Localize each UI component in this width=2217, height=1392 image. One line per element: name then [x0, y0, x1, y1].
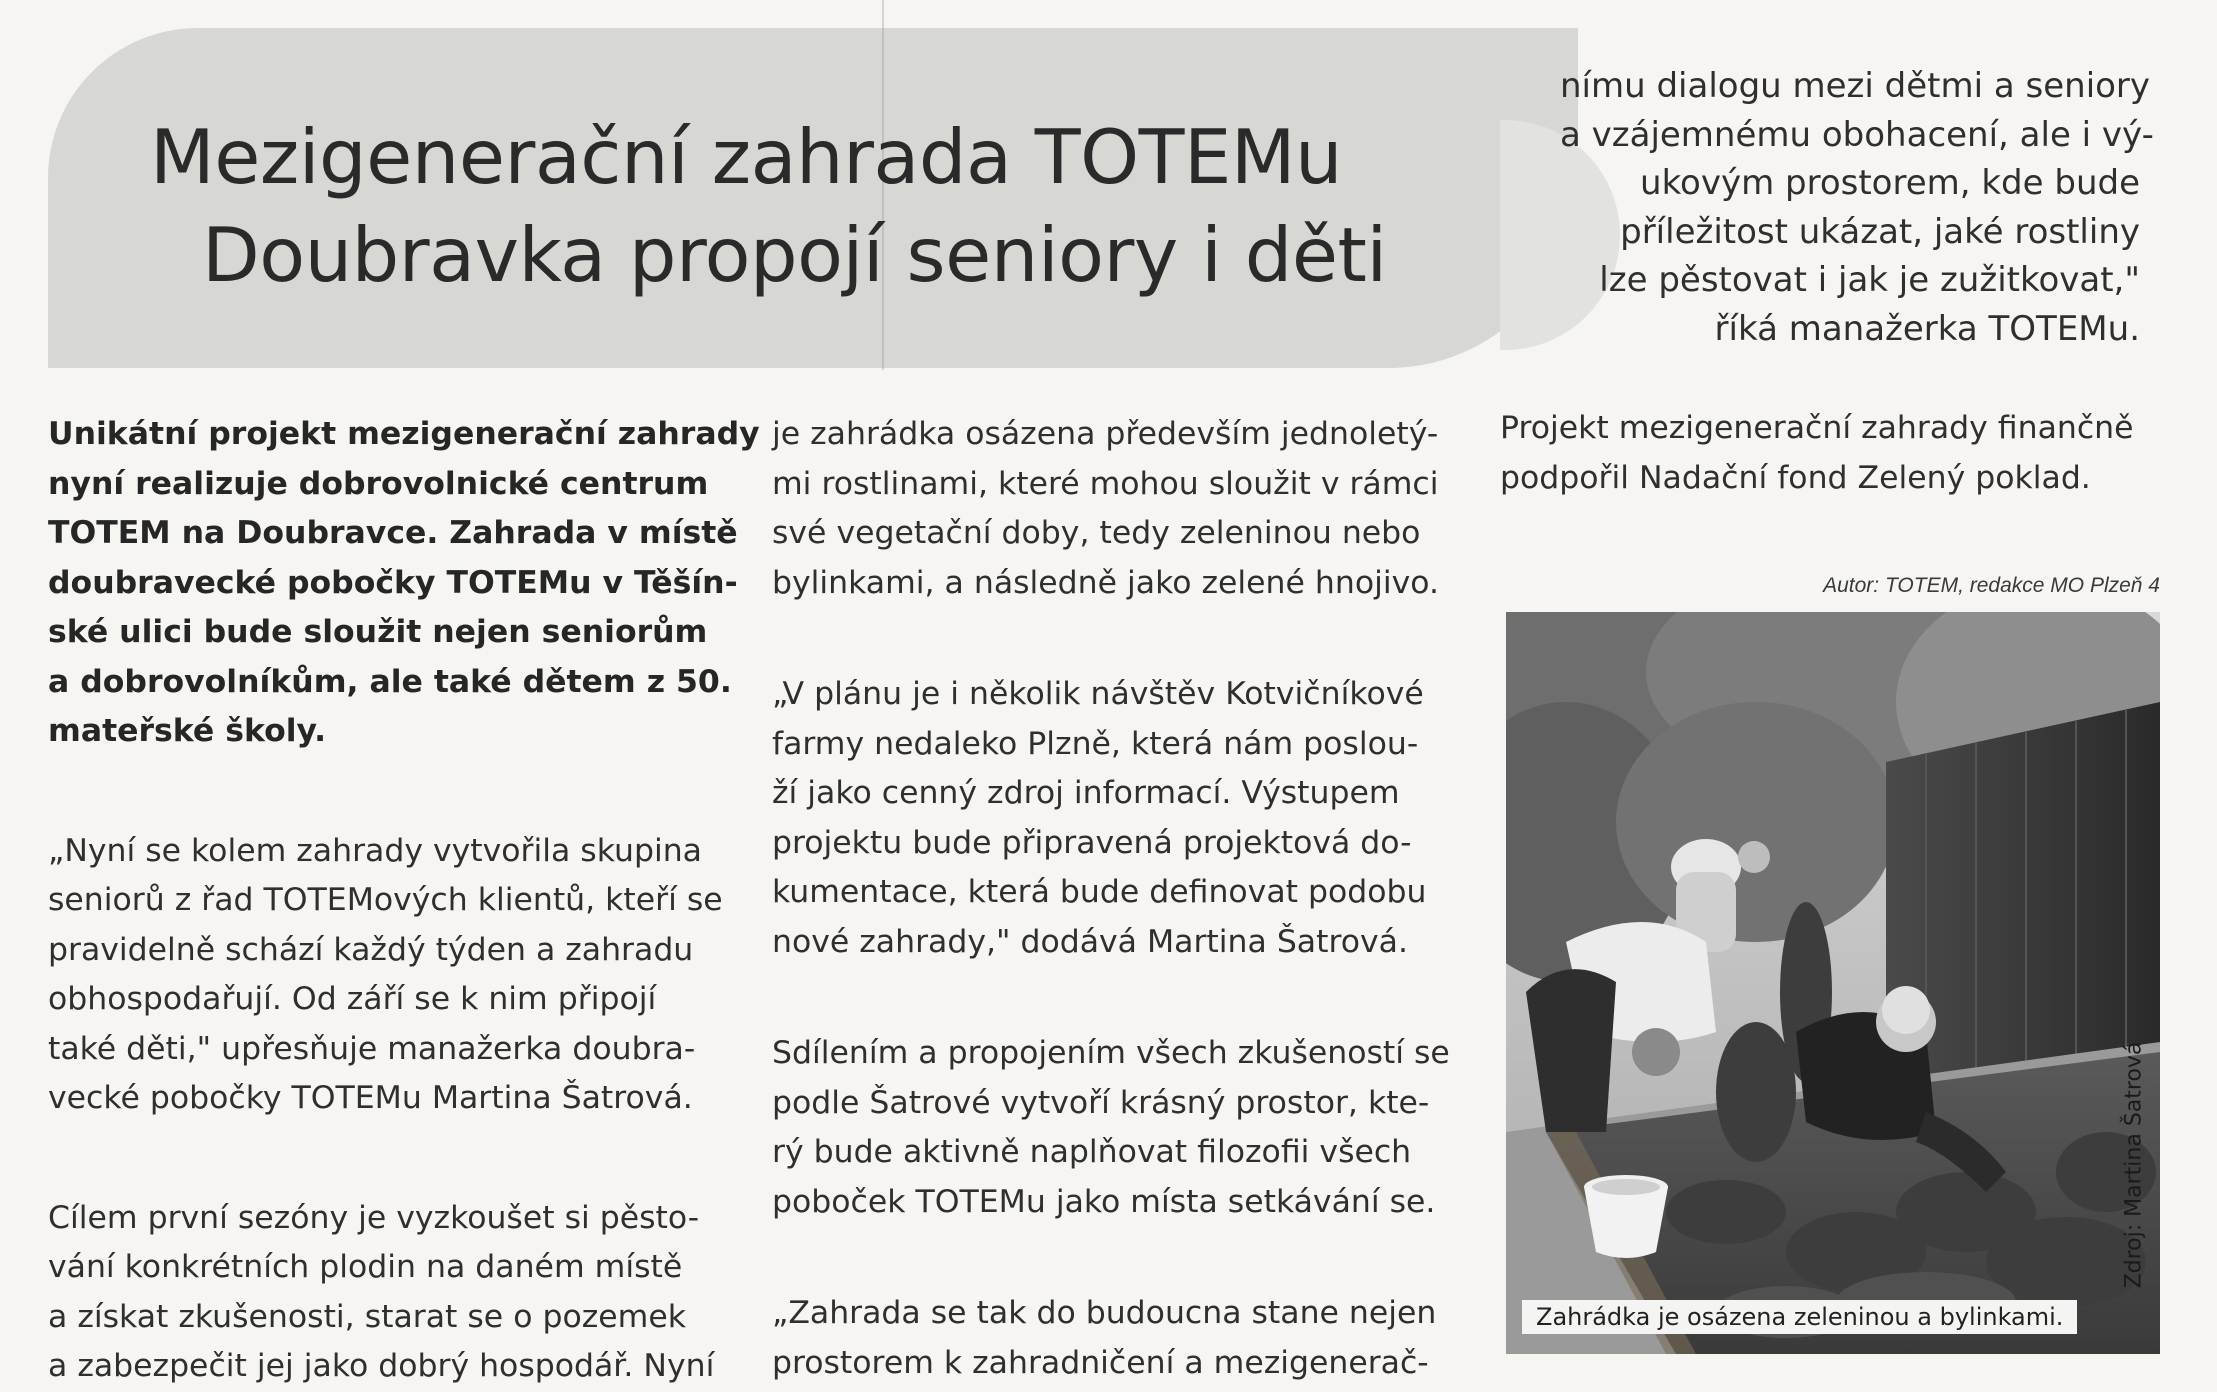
photo-credit-text: Zdroj: Martina Šatrová — [2121, 1041, 2147, 1289]
text-line: poboček TOTEMu jako místa setkávání se. — [772, 1183, 1436, 1220]
photo-credit — [2114, 1000, 2154, 1330]
garden-photo — [1506, 612, 2160, 1354]
paragraph — [1500, 404, 2170, 503]
text-line: prostorem k zahradničení a mezigenerač- — [772, 1344, 1429, 1381]
text-line: vecké pobočky TOTEMu Martina Šatrová. — [48, 1080, 693, 1116]
text-line: ské ulici bude sloužit nejen seniorům — [48, 614, 708, 650]
text-line: „Zahrada se tak do budoucna stane nejen — [772, 1295, 1437, 1331]
text-line: říká manažerka TOTEMu. — [1714, 308, 2140, 349]
author-credit: Autor: TOTEM, redakce MO Plzeň 4 — [1823, 574, 2160, 597]
text-line: Unikátní projekt mezigenerační zahrady — [48, 416, 760, 452]
text-line: nové zahrady," dodává Martina Šatrová. — [772, 923, 1408, 960]
text-line: doubravecké pobočky TOTEMu v Těšín- — [48, 564, 738, 601]
paragraph-gap — [772, 1227, 1452, 1289]
paragraph — [772, 1029, 1452, 1227]
text-line: vání konkrétních plodin na daném místě — [48, 1249, 683, 1285]
title-line-1: Mezigenerační zahrada TOTEMu — [150, 113, 1343, 201]
text-line: své vegetační doby, tedy zeleninou nebo — [772, 515, 1421, 551]
text-line: a zabezpečit jej jako dobrý hospodář. Nyní — [48, 1348, 715, 1384]
column-3 — [1500, 404, 2170, 503]
text-line: ukovým prostorem, kde bude — [1640, 163, 2140, 203]
photo-caption: Zahrádka je osázena zeleninou a bylinkami. — [1522, 1300, 2077, 1334]
text-line: příležitost ukázat, jaké rostliny — [1620, 211, 2140, 252]
text-line: Cílem první sezóny je vyzkoušet si pěsto- — [48, 1199, 700, 1236]
text-line: kumentace, která bude definovat podobu — [772, 874, 1427, 910]
article-title — [150, 108, 1387, 304]
text-line: pravidelně schází každý týden a zahradu — [48, 931, 694, 968]
text-line: „Nyní se kolem zahrady vytvořila skupina — [48, 832, 702, 869]
column-2 — [772, 410, 1452, 1388]
text-line: je zahrádka osázena především jednoletý- — [772, 416, 1439, 452]
text-line: farmy nedaleko Plzně, která nám poslou- — [772, 725, 1419, 762]
text-line: Projekt mezigenerační zahrady finančně — [1500, 410, 2134, 446]
text-line: a získat zkušenosti, starat se o pozemek — [48, 1298, 686, 1335]
quote-continuation — [1560, 62, 2154, 353]
paragraph — [772, 670, 1452, 967]
photo-illustration — [1506, 612, 2160, 1354]
text-line: a vzájemnému obohacení, ale i vý- — [1560, 114, 2154, 155]
text-line: ží jako cenný zdroj informací. Výstupem — [772, 775, 1400, 811]
text-line: nyní realizuje dobrovolnické centrum — [48, 465, 709, 502]
title-line-2: Doubravka propojí seniory i děti — [202, 211, 1387, 299]
text-line: a dobrovolníkům, ale také dětem z 50. — [48, 663, 732, 700]
text-line: projektu bude připravená projektová do- — [772, 824, 1412, 861]
text-line: podle Šatrové vytvoří krásný prostor, kte- — [772, 1084, 1430, 1121]
text-line: obhospodařují. Od září se k nim připojí — [48, 981, 657, 1017]
text-line: TOTEM na Doubravce. Zahrada v místě — [48, 515, 738, 551]
paragraph-gap — [772, 608, 1452, 670]
lead-paragraph — [48, 410, 760, 757]
paragraph-gap — [48, 1124, 718, 1194]
paragraph — [772, 1289, 1452, 1388]
paragraph — [48, 827, 723, 1124]
text-line: rý bude aktivně naplňovat filozofii všech — [772, 1134, 1412, 1170]
text-line: Sdílením a propojením všech zkušeností se — [772, 1035, 1450, 1071]
text-line: seniorů z řad TOTEMových klientů, kteří se — [48, 882, 723, 918]
text-line: lze pěstovat i jak je zužitkovat," — [1599, 260, 2140, 300]
text-line: bylinkami, a následně jako zelené hnojivo. — [772, 564, 1439, 601]
column-1 — [48, 410, 760, 1392]
text-line: podpořil Nadační fond Zelený poklad. — [1500, 459, 2091, 496]
text-line: také děti," upřesňuje manažerka doubra- — [48, 1030, 696, 1067]
paragraph-gap — [772, 967, 1452, 1029]
text-line: nímu dialogu mezi dětmi a seniory — [1560, 66, 2151, 106]
text-line: „V plánu je i několik návštěv Kotvičníkové — [772, 676, 1424, 712]
paragraph — [48, 1194, 718, 1392]
text-line: mi rostlinami, které mohou sloužit v rámci — [772, 465, 1439, 502]
text-line: mateřské školy. — [48, 713, 327, 749]
paragraph-gap — [48, 757, 718, 827]
paragraph — [772, 410, 1452, 608]
